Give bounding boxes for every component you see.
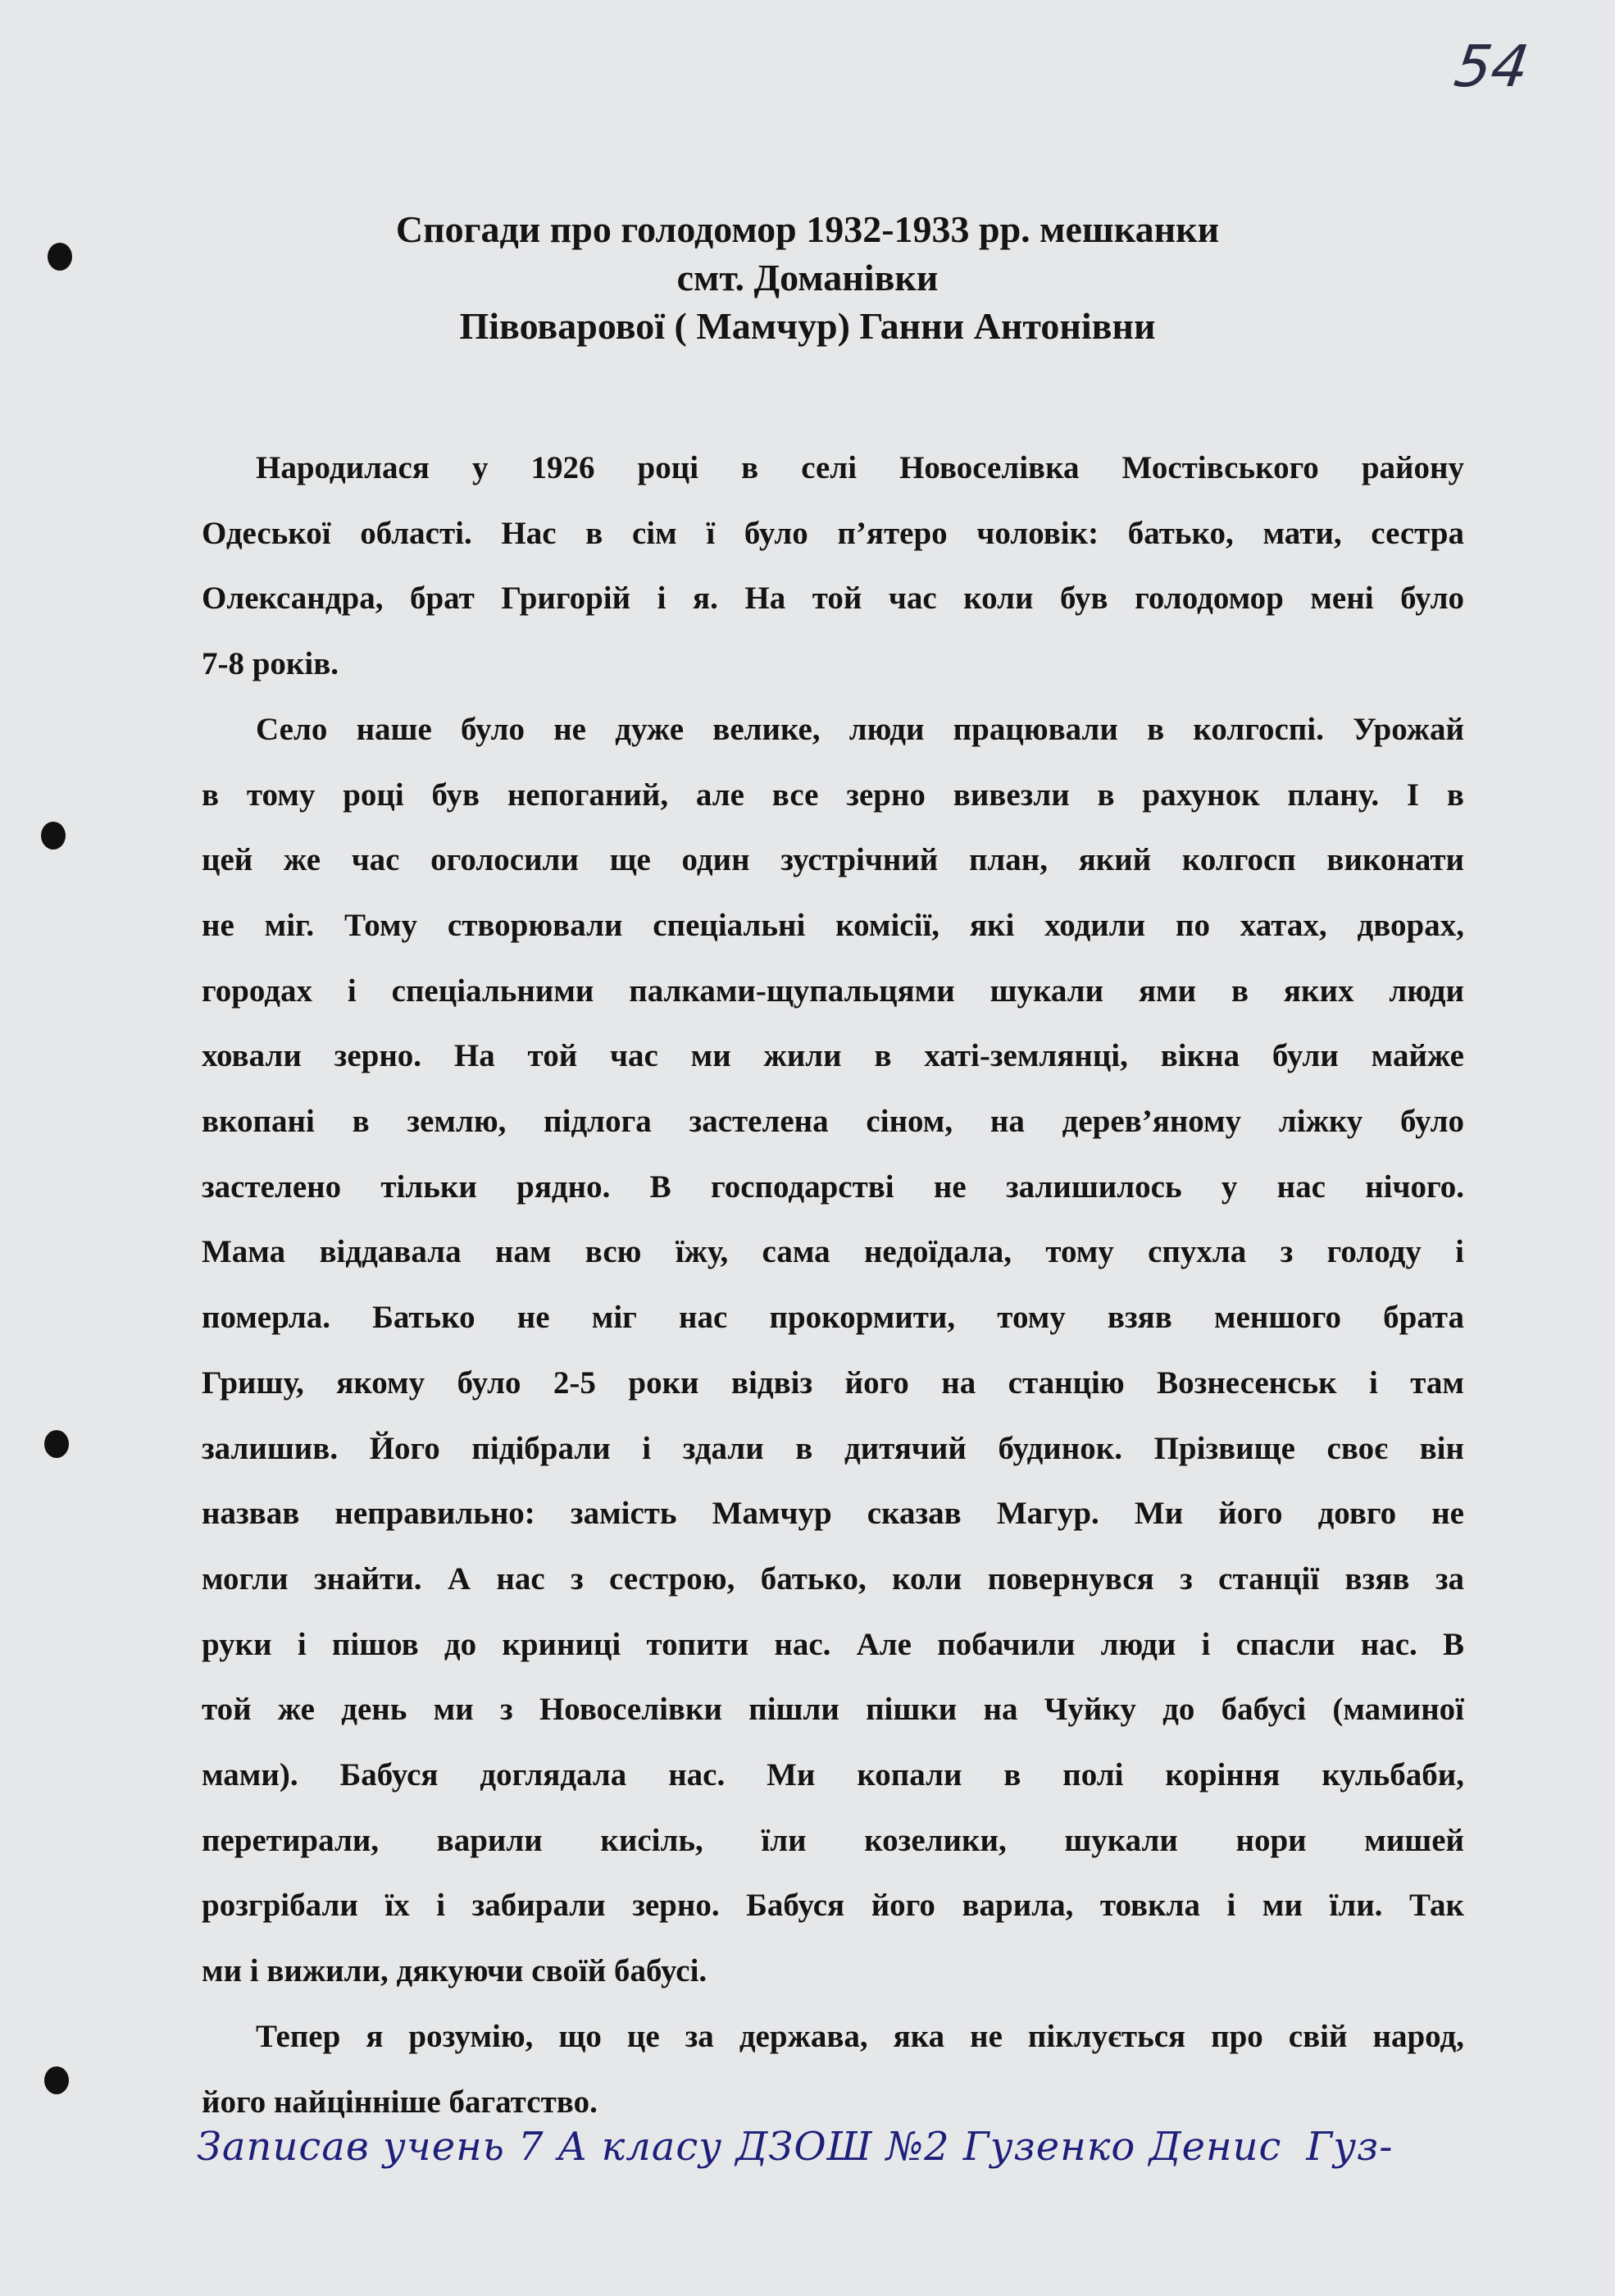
text-line: мами). Бабуся доглядала нас. Ми копали в полі коріння кульбаби, [202, 1757, 1464, 1793]
title-line: смт. Доманівки [676, 257, 939, 298]
punch-hole [41, 822, 66, 850]
text-line: той же день ми з Новоселівки пішли пішки на Чуйку до бабусі (маминої [202, 1692, 1464, 1728]
text-line: залишив. Його підібрали і здали в дитячий будинок. Прізвище своє він [202, 1430, 1464, 1466]
text-line: вкопані в землю, підлога застелена сіном, на дерев’яному ліжку було [202, 1104, 1464, 1140]
text-line: Олександра, брат Григорій і я. На той час коли був голодомор мені було [202, 581, 1464, 617]
signature: Гуз- [1306, 2124, 1394, 2170]
text-line: померла. Батько не міг нас прокормити, тому взяв меншого брата [202, 1300, 1464, 1336]
text-line: Народилася у 1926 році в селі Новоселівка Мостівського району [256, 450, 1464, 485]
text-line: назвав неправильно: замість Мамчур сказав Магур. Ми його довго не [202, 1496, 1464, 1532]
title-line: Спогади про голодомор 1932-1933 рр. мешканки [395, 208, 1220, 250]
text-line: застелено тільки рядно. В господарстві не залишилось у нас нічого. [202, 1168, 1464, 1205]
document-title [0, 205, 1615, 350]
title-line: Півоварової ( Мамчур) Ганни Антонівни [459, 305, 1156, 347]
document-body [202, 435, 1464, 2134]
recorder-note: Записав учень 7 А класу ДЗОШ №2 Гузенко Денис [197, 2124, 1282, 2170]
handwritten-page-number: 54 [1450, 33, 1533, 100]
text-line: руки і пішов до криниці топити нас. Але побачили люди і спасли нас. В [202, 1626, 1464, 1662]
text-line: Село наше було не дуже велике, люди працювали в колгоспі. Урожай [256, 711, 1464, 747]
handwritten-note [197, 2124, 1393, 2170]
punch-hole [44, 2066, 69, 2094]
text-line: розгрібали їх і забирали зерно. Бабуся його варила, товкла і ми їли. Так [202, 1888, 1464, 1924]
text-line: цей же час оголосили ще один зустрічний план, який колгосп виконати [202, 842, 1464, 878]
text-line: його найцінніше багатство. [202, 2084, 598, 2120]
text-line: не міг. Тому створювали спеціальні комісії, які ходили по хатах, дворах, [202, 907, 1464, 943]
text-line: Одеської області. Нас в сім ї було п’ятеро чоловік: батько, мати, сестра [202, 515, 1464, 551]
text-line: ми і вижили, дякуючи своїй бабусі. [202, 1953, 707, 1989]
text-line: в тому році був непоганий, але все зерно вивезли в рахунок плану. І в [202, 777, 1464, 813]
text-line: ховали зерно. На той час ми жили в хаті-землянці, вікна були майже [202, 1038, 1464, 1074]
punch-hole [44, 1430, 69, 1458]
text-line: 7-8 років. [202, 646, 339, 682]
text-line: Мама віддавала нам всю їжу, сама недоїдала, тому спухла з голоду і [202, 1234, 1464, 1270]
text-line: городах і спеціальними палками-щупальцями шукали ями в яких люди [202, 973, 1464, 1009]
text-line: Гришу, якому було 2-5 роки відвіз його на станцію Вознесенськ і там [202, 1364, 1464, 1401]
text-line: могли знайти. А нас з сестрою, батько, коли повернувся з станції взяв за [202, 1560, 1464, 1597]
text-line: Тепер я розумію, що це за держава, яка не піклується про свій народ, [256, 2018, 1464, 2054]
text-line: перетирали, варили кисіль, їли козелики, шукали нори мишей [202, 1822, 1464, 1858]
